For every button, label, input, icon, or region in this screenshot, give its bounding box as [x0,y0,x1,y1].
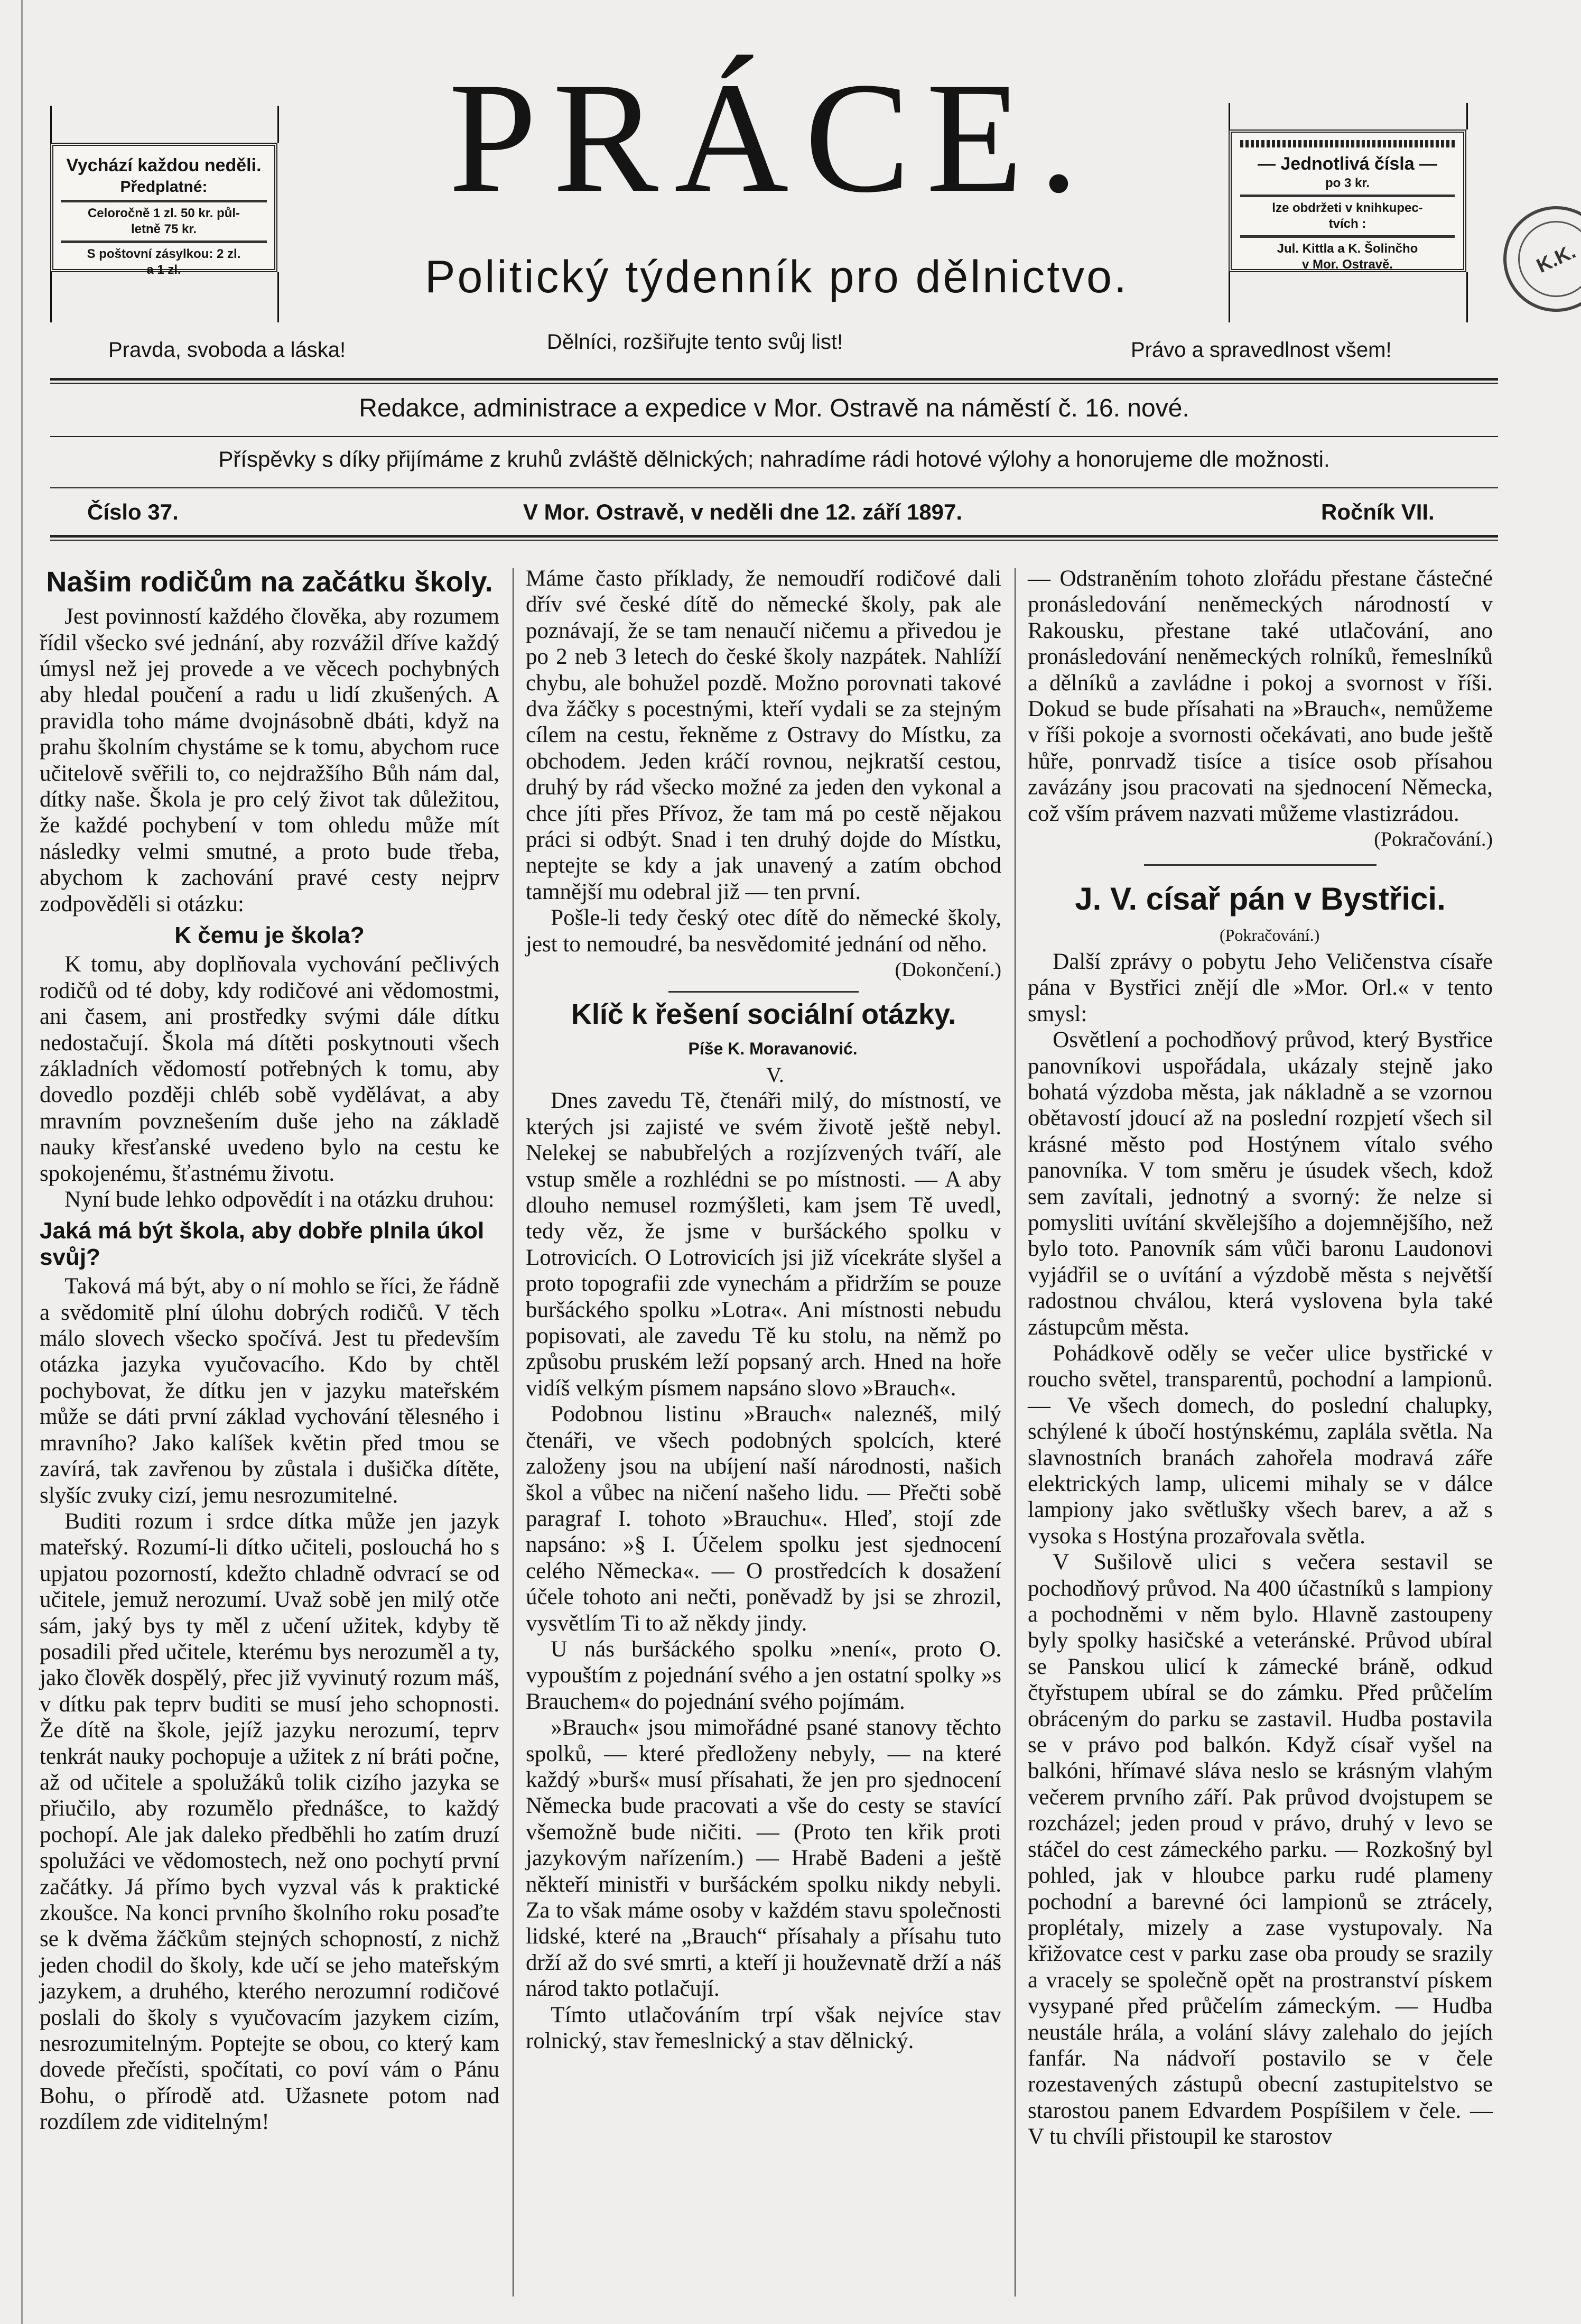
paragraph: Dnes zavedu Tě, čtenáři milý, do místností, ve kterých jsi zajisté ve svém životě ještě nebyl. Nelekej se nabubřelých a rozjízvených tváří, ale vstup směle a rozhlédni se po místnosti. — A aby dlouho nemusel rozmýšleti, kam jsem Tě uvedl, tedy věz, že jsme v buršáckého spolku v Lotrovicích. O Lotrovicích jsi již vícekráte slyšel a proto topografii zde vynechám a přidržím se pouze buršáckého spolku »Lotra«. Ani místnosti nebudu popisovati, ale zavedu Tě ku stolu, na němž po způsobu pruském leží popsaný arch. Hned na hoře vidíš velkým písmem napsáno slovo »Brauch«. [526,1088,1001,1401]
masthead-rule-thin [50,383,1498,384]
box-line: a 1 zl. [146,263,181,277]
subheading: K čemu je škola? [174,922,365,948]
paragraph: »Brauch« jsou mimořádné psané stanovy těchto spolků, — které předloženy nebyly, — na které každý »burš« musí přísahati, že jen pro sjednocení Německa bude pracovati a vše do cesty se stavící všemožně bude ničiti. — (Proto ten křik proti jazykovým nařízením.) — Hrabě Badeni a ještě někteří ministři v buršáckém spolku nikdy nebyli. Za to však máme osoby v každém stavu společnosti lidské, které na „Brauch“ přísahaly a přísahu tuto drží až do své smrti, a kteří ji houževnatě drží a náš národ takto potlačují. [526,1715,1001,2002]
column-2 [526,566,1001,2054]
frame-tick [1229,103,1230,129]
paragraph: Tímto utlačováním trpí však nejvíce stav rolnický, stav řemeslnický a stav dělnický. [526,2002,1001,2054]
paragraph: Nyní bude lehko odpovědít i na otázku druhou: [64,1187,495,1212]
paragraph: Buditi rozum i srdce dítka může jen jazyk mateřský. Rozumí-li dítko učiteli, poslouchá ho s upjatou pozorností, kdežto chladně odvrací se od učitele, jemuž nerozumí. Uvaž sobě jen milý otče sám, jaký bys ty měl z učení užitek, kdyby tě posadili před učitele, kterému bys nerozuměl a ty, jako člověk dospělý, přec již vyvinutý rozum máš, v dítku pak teprv buditi se musí jeho schopnosti. Že dítě na škole, jejíž jazyku nerozumí, teprv tenkrát nauky pochopuje a užitek z ní bráti počne, až od učitele a spolužáků tolik cizího jazyka se přiučilo, aby rozumělo přednášce, to každý pochopí. Ale jak daleko předběhli ho zatím druzí spolužáci ve vědomostech, než ono pochytí první začátky. Já přímo bych vyzval vás k praktické zkoušce. Na konci prvního školního roku posaďte se k dvěma žáčkům stejných schopností, z nichž jeden chodil do školy, kde učí se jeho mateřským jazykem, a druhého, kterého nerozumní rodičové poslali do školy s vyučovacím jazykem cizím, nesrozumitelným. Poptejte se obou, co který kam dovede přečísti, spočítati, co poví vám o Pánu Bohu, o přírodě atd. Užasnete potom nad rozdílem zde viditelným! [40,1508,499,2135]
issue-rule [50,535,1498,538]
byline: Píše K. Moravanović. [688,1039,858,1058]
article-divider [1144,864,1377,866]
masthead-rule [50,378,1498,381]
frame-tick [277,106,279,143]
newspaper-subtitle: Politický týdenník pro dělnictvo. [425,252,1129,302]
issue-rule-thin [50,540,1498,541]
box-line: po 3 kr. [1325,175,1370,190]
box-divider [61,200,267,202]
column-1 [40,566,499,2135]
box-divider [1240,235,1455,238]
paragraph: U nás buršáckého spolku »není«, proto O. vypouštím z pojednání svého a jen ostatní spolky »s Brauchem« do pojednání svého pojímám. [526,1636,1001,1714]
paragraph: — Odstraněním tohoto zlořádu přestane částečné pronásledování neněmeckých národností v Rakousku, přestane také utlačování, ano pronásledování neněmeckých rolníků, řemeslníků a dělníků a zavládne i pokoj a svornost v říši. Dokud se bude přísahati na »Brauch«, nemůžeme v říši pokoje a svornosti očekávati, ano bude ještě hůře, ponrvadž tisíce a tisíce osob přísahou zavázány jsou pracovati na sjednocení Německa, což vším právem nazvati můžeme vlastizrádou. [1028,566,1493,826]
frame-tick [50,272,52,322]
box-line: lze obdržeti v knihkupec- [1272,200,1423,215]
continuation-note: (Pokračování.) [1219,925,1320,945]
issue-date: V Mor. Ostravě, v neděli dne 12. září 1897. [523,499,963,524]
frame-tick [277,272,279,322]
issue-number: Číslo 37. [87,499,179,524]
motto-left: Pravda, svoboda a láska! [108,338,346,362]
article-headline-emperor: J. V. císař pán v Bystřici. [1075,881,1446,917]
paragraph: K tomu, aby doplňovala vychování pečlivých rodičů od té doby, kdy rodičové ani vědomostmi, ani časem, ani prostředky svými dále dítku nedostačují. Škola má dítěti poskytnouti všech základních vědomostí potřebných k tomu, aby dovedlo později chléb sobě vydělávat, a aby mravním povznešením duše jeho na základě nauky křesťanské uvedeno bylo na cestu ke spokojenému, šťastnému životu. [40,952,499,1186]
box-line: Vychází každou neděli. [66,155,262,175]
column-divider [1015,568,1016,2297]
stamp-text: K.K. [1533,240,1579,277]
box-line: S poštovní zásylkou: 2 zl. [87,247,241,261]
motto-right: Právo a spravedlnost všem! [1131,338,1392,362]
info-rule [50,436,1498,437]
column-3 [1028,566,1493,2150]
paragraph: Pohádkově oděly se večer ulice bystřické v roucho světel, transparentů, pochodní a lampionů. — Ve všech domech, do poslední chalupky, schýlené k úbočí hostýnskému, zaplála světla. Na slavnostních branách zahořela modravá záře elektrických lamp, ulicemi mihaly se v dálce lampiony jako světlušky všech barev, a až s vysoka s Hostýna prozařovala světla. [1028,1340,1493,1549]
paragraph: Pošle-li tedy český otec dítě do německé školy, jest to nemoudré, ba nesvědomité jednání od něho. [526,905,1001,957]
paragraph: Jest povinností každého člověka, aby rozumem řídil všecko své jednání, aby rozvážil dříve každý úmysl než jej provede a ve věcech pochybných aby hledal poučení a radu u lidí zkušených. A pravidla toho máme dvojnásobně dbáti, když na prahu školním chystáme se k tomu, abychom ruce učitelově svěřili to, co nejdražšího Bůh nám dal, dítky naše. Škola je pro celý život tak důležitou, že každé pochybení v tom ohledu může mít následky velmi smutné, a proto bude třeba, abychom k zachování pravé cesty nejprv zodpověděli si otázku: [40,604,499,916]
box-line: Celoročně 1 zl. 50 kr. půl- [87,206,240,220]
article-divider [668,991,859,993]
info-rule [50,487,1498,488]
continuation-note: (Pokračování.) [1374,828,1493,851]
article-headline-schools: Našim rodičům na začátku školy. [46,566,493,598]
subheading: Jaká má být škola, aby dobře plnila úkol svůj? [40,1218,485,1270]
paragraph: Další zprávy o pobytu Jeho Veličenstva císaře pána v Bystřici znějí dle »Mor. Orl.« v tento smysl: [1028,949,1493,1026]
editorial-address: Redakce, administrace a expedice v Mor. Ostravě na náměstí č. 16. nové. [359,394,1189,422]
paragraph: Osvětlení a pochodňový průvod, který Bystřice panovníkovi uspořádala, ukázaly stejně jako bohatá výzdoba města, jak nákladně a se vzornou obětavostí jdoucí až na poslední rozpjetí všech sil krásné město pod Hostýnem vítalo svého panovníka. V tom směru je úsudek všech, kdož sem zavítali, jednotný a svorný: že nelze si pomysliti uvítání skvělejšího a dojemnějšího, než bylo toto. Panovník sám vůči baronu Laudonovi vyjádřil se o uvítání a výzdobě města s největší radostnou chválou, která vyslovena byla také zástupcům města. [1028,1027,1493,1340]
box-line: v Mor. Ostravě. [1301,257,1393,272]
motto-center: Dělníci, rozšiřujte tento svůj list! [547,330,843,354]
box-line: tvích : [1328,216,1366,231]
box-line: Jul. Kittla a K. Šolinčho [1277,241,1418,256]
frame-tick [1466,272,1468,322]
box-line: — Jednotlivá čísla — [1257,154,1438,174]
frame-tick [50,106,52,143]
box-ornament [1240,140,1455,147]
frame-tick [1229,272,1230,322]
contributions-note: Příspěvky s díky přijímáme z kruhů zvláště dělnických; nahradíme rádi hotové výlohy a honorujeme dle možnosti. [218,447,1330,471]
paragraph: Máme často příklady, že nemoudří rodičové dali dřív své české dítě do německé školy, pak ale poznávají, že se tam nenaučí ničemu a přivedou je po 2 neb 3 letech do české školy nazpátek. Nahlíží chybu, ale bohužel pozdě. Možno porovnati takové dva žáčky s pocestnými, kteří vydali se za stejným cílem na cestu, řekněme z Ostravy do Místku, za obchodem. Jeden kráčí rovnou, nejkratší cestou, druhý by rád všecko možné za jeden den vykonal a chce jíti přes Přívoz, že tam má po cestě nějakou práci si odbýt. Snad i ten druhý dojde do Místku, neptejte se kdy a jak unavený a zatím obchod tamnější mu odebral již — ten první. [526,566,1001,904]
stamp-ring [1505,208,1581,309]
box-divider [1240,195,1455,197]
single-copies-box [1229,129,1466,272]
subscription-box [50,143,277,277]
paragraph: V Sušilově ulici s večera sestavil se pochodňový průvod. Na 400 účastníků s lampiony a pochodněmi v něm bylo. Hlavně zastoupeny byly spolky hasičské a veteránské. Průvod ubíral se Panskou ulicí k zámecké bráně, odkud čtyřstupem ubíral se do zámku. Před průčelím obráceným do parku se zastavil. Hudba postavila se v právo pod balkón. Když císař vyšel na balkóni, hřímavé sláva neslo se krásným vlahým večerem prvního září. Pak průvod dvojstupem se rozcházel; jeden proud v právo, druhý v levo se stáčel do cest zámeckého parku. — Rozkošný byl pohled, jak v hloubce parku rudé plameny pochodní a barevné óci lampionů se ztrácely, proplétaly, mizely a zase vystupovaly. Na křižovatce cest v parku zase oba proudy se srazily a vracely se společně opět na prostranství pískem vysypané před průčelím zámeckým. — Hudba neustále hrála, a volání slávy zalehalo do jejích fanfár. Na nádvoří postavilo se v čele rozestavených zástupů obecní zastupitelstvo se starostou panem Edvardem Pospíšilem v čele. — V tu chvíli přistoupil ke starostov [1028,1550,1493,2150]
continuation-note: (Dokončení.) [895,959,1001,982]
paragraph: Taková má být, aby o ní mohlo se říci, že řádně a svědomitě plní úlohu dobrých rodičů. V těch málo slovech všecko spočívá. Jest tu především otázka jazyka vyučovacího. Kdo by chtěl pochybovat, že dítku jen v jazyku mateřském může se dáti první základ vychování tělesného i mravního? Jako kalíšek květin před tmou se zavírá, tak zavřenou by zůstala i dušička dítěte, slyšíc zvuky cizí, jemu nesrozumitelné. [40,1274,499,1508]
part-number: V. [766,1063,784,1087]
paragraph: Podobnou listinu »Brauch« naleznéš, milý čtenáři, ve všech podobných spolcích, které založeny jsou na ubíjení naší národnosti, našich škol a vůbec na ničení našeho lidu. — Přečti sobě paragraf I. tohoto »Brauchu«. Hleď, stojí zde napsáno: »§ I. Účelem spolku jest sjednocení celého Německa«. — O prostředcích k dosažení účele tohoto ani nečti, poněvadž by jsi se zhrozil, vysvětlím Ti to až někdy jindy. [526,1402,1001,1636]
box-line: letně 75 kr. [131,222,197,236]
issue-year: Ročník VII. [1321,499,1435,524]
newspaper-title: PRÁCE. [449,50,1094,225]
box-line: Předplatné: [120,178,208,196]
frame-tick [1466,103,1468,129]
box-divider [61,240,267,243]
article-headline-social: Klíč k řešení sociální otázky. [571,998,956,1030]
column-divider [513,568,514,2297]
